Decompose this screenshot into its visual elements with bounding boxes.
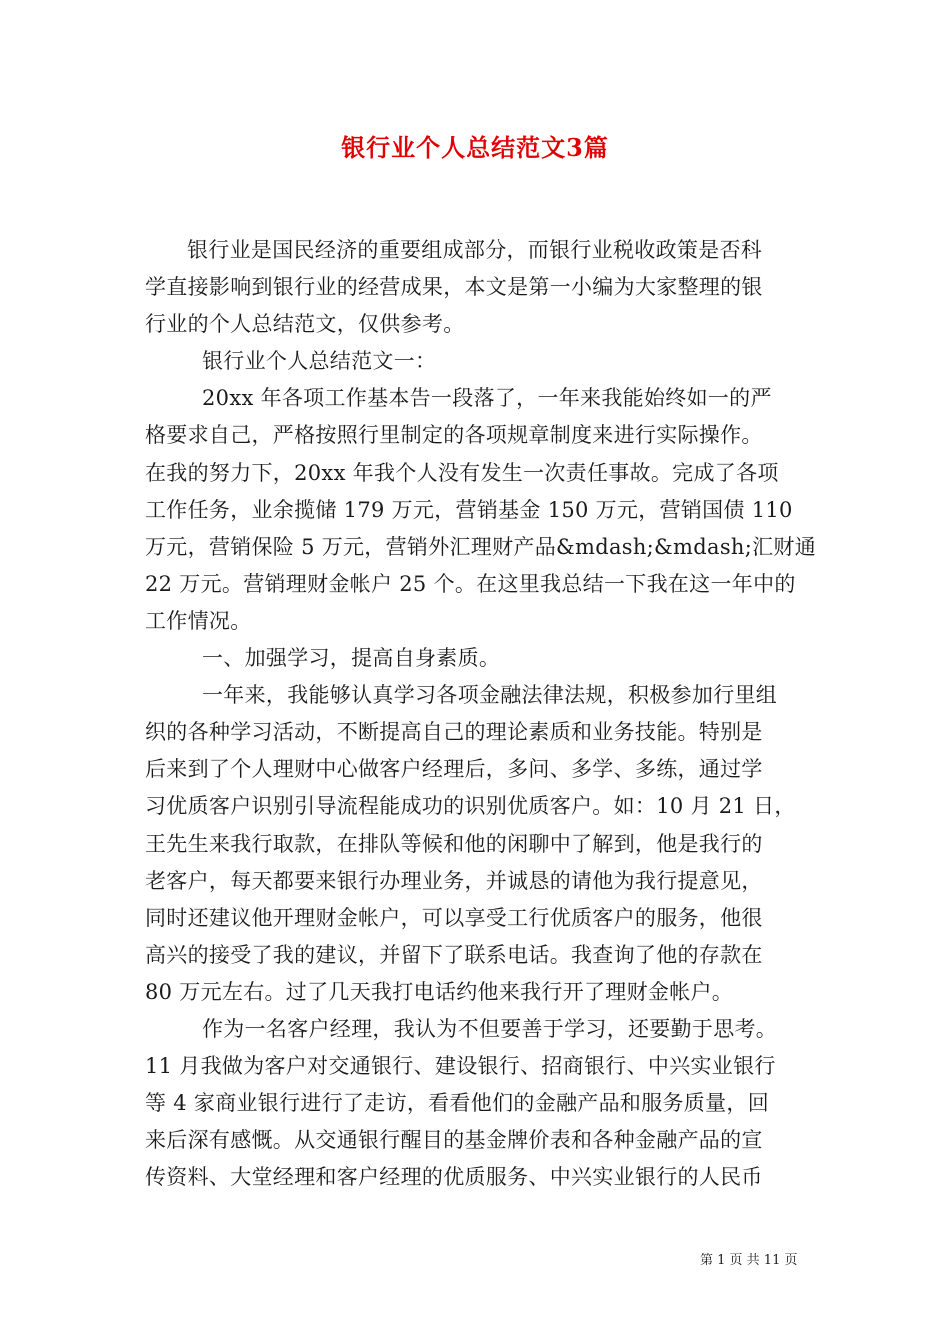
paragraph-line: 工作情况。 <box>145 608 252 633</box>
document-body <box>145 232 820 1196</box>
paragraph-line: 80 万元左右。过了几天我打电话约他来我行开了理财金帐户。 <box>145 979 734 1004</box>
paragraph-line: 等 4 家商业银行进行了走访，看看他们的金融产品和服务质量，回 <box>145 1091 770 1116</box>
paragraph-line: 高兴的接受了我的建议，并留下了联系电话。我查询了他的存款在 <box>145 942 763 967</box>
section-heading: 一、加强学习，提高自身素质。 <box>202 646 501 671</box>
paragraph-line: 11 月我做为客户对交通银行、建设银行、招商银行、中兴实业银行 <box>145 1054 776 1079</box>
paragraph-line: 银行业是国民经济的重要组成部分，而银行业税收政策是否科 <box>187 238 763 262</box>
page-number: 第 1 页 共 11 页 <box>700 1253 798 1268</box>
paragraph-line: 22 万元。营销理财金帐户 25 个。在这里我总结一下我在这一年中的 <box>145 571 796 596</box>
paragraph-line: 传资料、大堂经理和客户经理的优质服务、中兴实业银行的人民币 <box>145 1165 763 1190</box>
paragraph-line: 学直接影响到银行业的经营成果，本文是第一小编为大家整理的银 <box>145 275 763 300</box>
paragraph-line: 王先生来我行取款，在排队等候和他的闲聊中了解到，他是我行的 <box>145 831 763 856</box>
paragraph-line: 在我的努力下，20xx 年我个人没有发生一次责任事故。完成了各项 <box>145 460 779 485</box>
paragraph-line: 一年来，我能够认真学习各项金融法律法规，积极参加行里组 <box>202 683 778 708</box>
paragraph-line: 万元，营销保险 5 万元，营销外汇理财产品&mdash;&mdash;汇财通 <box>145 534 817 559</box>
paragraph-line: 习优质客户识别引导流程能成功的识别优质客户。如：10 月 21 日， <box>145 794 796 819</box>
paragraph-line: 来后深有感慨。从交通银行醒目的基金牌价表和各种金融产品的宣 <box>145 1128 763 1153</box>
paragraph-line: 格要求自己，严格按照行里制定的各项规章制度来进行实际操作。 <box>145 423 763 448</box>
paragraph-line: 作为一名客户经理，我认为不但要善于学习，还要勤于思考。 <box>202 1016 778 1041</box>
paragraph-line: 织的各种学习活动，不断提高自己的理论素质和业务技能。特别是 <box>145 720 763 745</box>
paragraph-line: 老客户，每天都要来银行办理业务，并诚恳的请他为我行提意见， <box>145 868 763 893</box>
paragraph-line: 后来到了个人理财中心做客户经理后，多问、多学、多练，通过学 <box>145 757 763 782</box>
paragraph-line: 同时还建议他开理财金帐户，可以享受工行优质客户的服务，他很 <box>145 905 763 930</box>
paragraph-line: 20xx 年各项工作基本告一段落了，一年来我能始终如一的严 <box>202 386 772 411</box>
paragraph-line: 行业的个人总结范文，仅供参考。 <box>145 312 465 337</box>
document-title: 银行业个人总结范文3篇 <box>341 133 609 162</box>
section-heading: 银行业个人总结范文一： <box>202 349 437 374</box>
paragraph-line: 工作任务，业余揽储 179 万元，营销基金 150 万元，营销国债 110 <box>145 497 793 522</box>
